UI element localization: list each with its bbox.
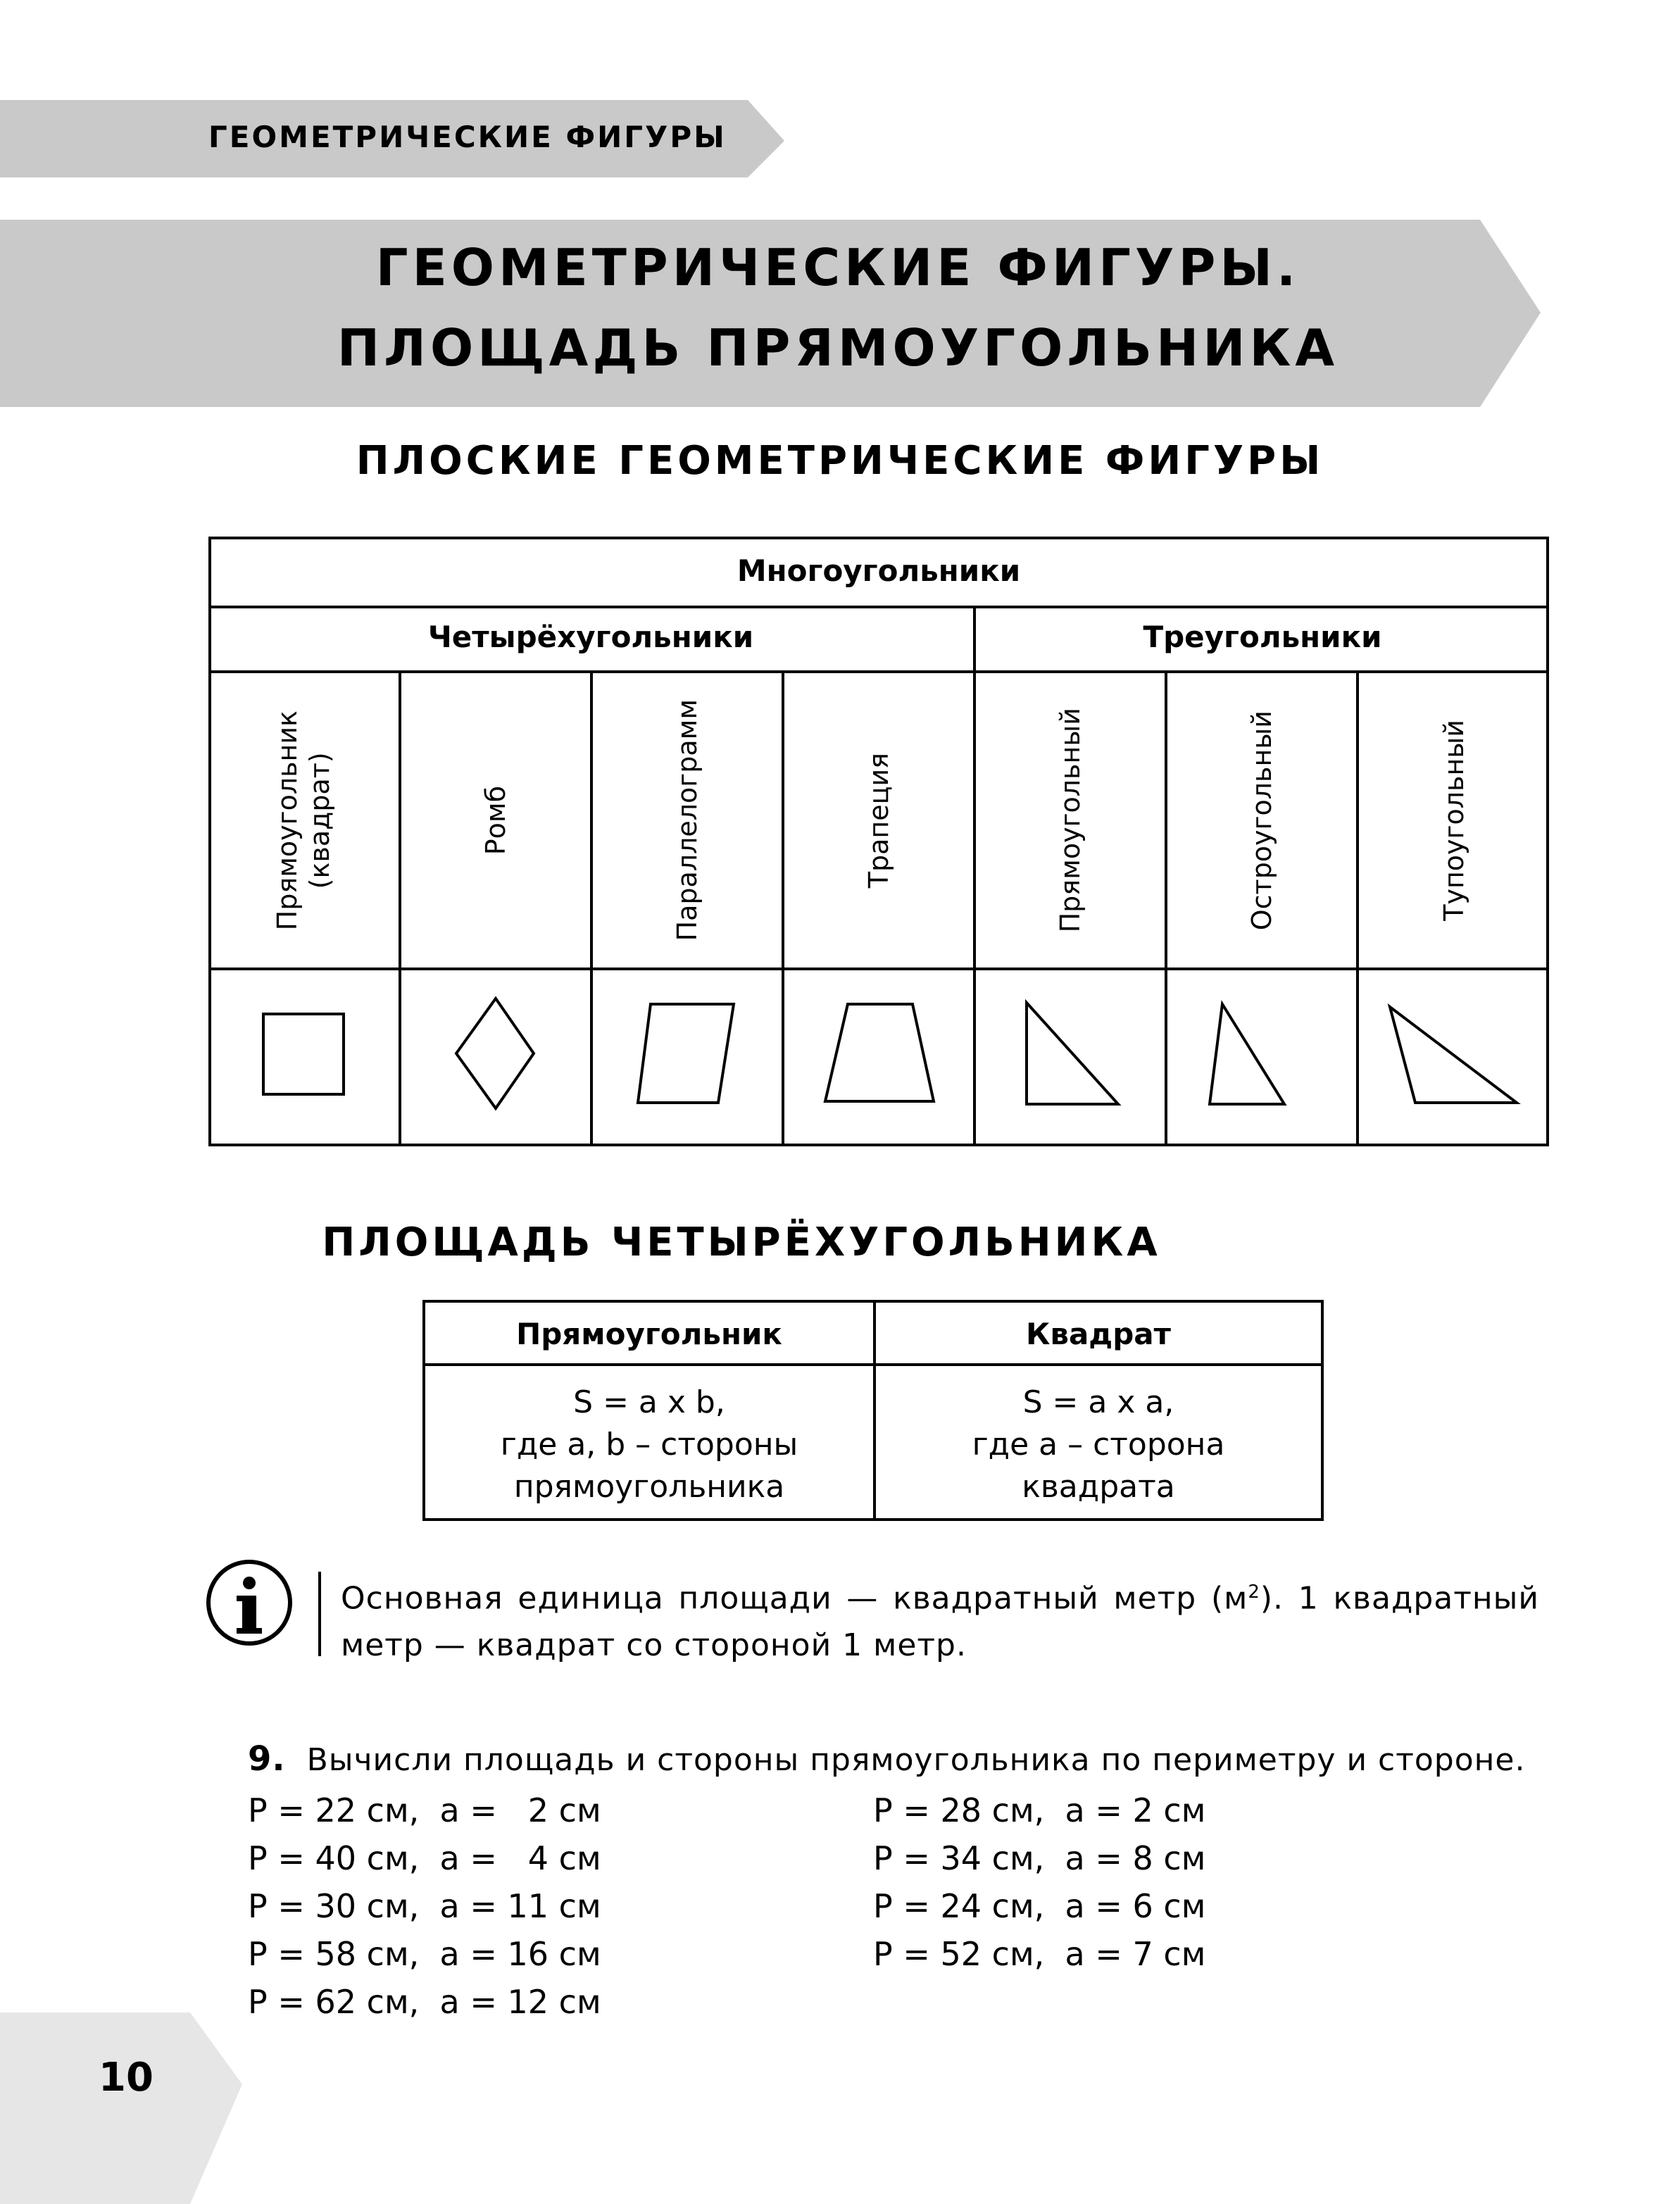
info-text: Основная единица площади — квадратный метр $(м^2)$. 1 квадратный метр — квадрат со стороной 1 метр. <box>341 1580 1539 1663</box>
trapezoid-icon <box>825 1004 934 1101</box>
task-right-1: P = 28 см, a = 2 см <box>873 1791 1206 1829</box>
task-left-5: P = 62 см, a = 12 см <box>248 1983 601 2021</box>
obtuse-triangle-icon <box>1390 1007 1517 1103</box>
triangles-header: Треугольники <box>1143 620 1382 654</box>
task-right-4: P = 52 см, a = 7 см <box>873 1935 1206 1973</box>
area-formulas-table <box>422 1300 1324 1521</box>
info-divider <box>318 1572 321 1656</box>
square-icon <box>263 1014 344 1094</box>
rect-of: прямоугольника <box>513 1469 785 1505</box>
column-rhombus: Ромб <box>480 785 511 856</box>
column-rectangle: Прямоугольник (квадрат) <box>272 710 335 931</box>
page-number: 10 <box>99 2055 153 2100</box>
square-formula: S = a x a, <box>1022 1384 1174 1420</box>
square-where: где a – сторона <box>972 1427 1225 1463</box>
flat-figures-title: ПЛОСКИЕ ГЕОМЕТРИЧЕСКИЕ ФИГУРЫ <box>356 438 1324 484</box>
polygons-header: Многоугольники <box>736 553 1021 588</box>
column-trapezoid: Трапеция <box>863 752 894 889</box>
rect-header: Прямоугольник <box>516 1317 782 1351</box>
rect-formula: S = a x b, <box>573 1384 725 1420</box>
quadrilaterals-header: Четырёхугольники <box>427 620 754 654</box>
running-head: ГЕОМЕТРИЧЕСКИЕ ФИГУРЫ <box>208 120 727 154</box>
column-obtuse-triangle: Тупоугольный <box>1438 720 1469 921</box>
page-title-line2: ПЛОЩАДЬ ПРЯМОУГОЛЬНИКА <box>337 318 1339 377</box>
info-icon <box>204 1558 303 1656</box>
parallelogram-icon <box>638 1004 734 1103</box>
column-parallelogram: Параллелограмм <box>672 699 703 941</box>
task-right-2: P = 34 см, a = 8 см <box>873 1839 1206 1877</box>
rhombus-icon <box>456 998 534 1108</box>
column-right-triangle: Прямоугольный <box>1055 708 1086 933</box>
task-statement: 9. Вычисли площадь и стороны прямоугольника по периметру и стороне. <box>248 1739 1526 1779</box>
square-header: Квадрат <box>1026 1317 1171 1351</box>
task-right-3: P = 24 см, a = 6 см <box>873 1887 1206 1925</box>
acute-triangle-icon <box>1210 1004 1284 1104</box>
right-triangle-icon <box>1027 1003 1118 1104</box>
shapes-row <box>208 970 1549 1146</box>
task-left-3: P = 30 см, a = 11 см <box>248 1887 601 1925</box>
page-number-tab <box>0 2012 242 2204</box>
quad-area-title: ПЛОЩАДЬ ЧЕТЫРЁХУГОЛЬНИКА <box>322 1220 1161 1265</box>
task-left-4: P = 58 см, a = 16 см <box>248 1935 601 1973</box>
task-left-1: P = 22 см, a = 2 см <box>248 1791 601 1829</box>
rect-where: где a, b – стороны <box>500 1427 798 1463</box>
column-acute-triangle: Остроугольный <box>1246 710 1277 931</box>
polygons-table <box>208 537 1549 1146</box>
task-left-2: P = 40 см, a = 4 см <box>248 1839 601 1877</box>
page-title-line1: ГЕОМЕТРИЧЕСКИЕ ФИГУРЫ. <box>375 238 1300 297</box>
square-of: квадрата <box>1022 1469 1175 1505</box>
